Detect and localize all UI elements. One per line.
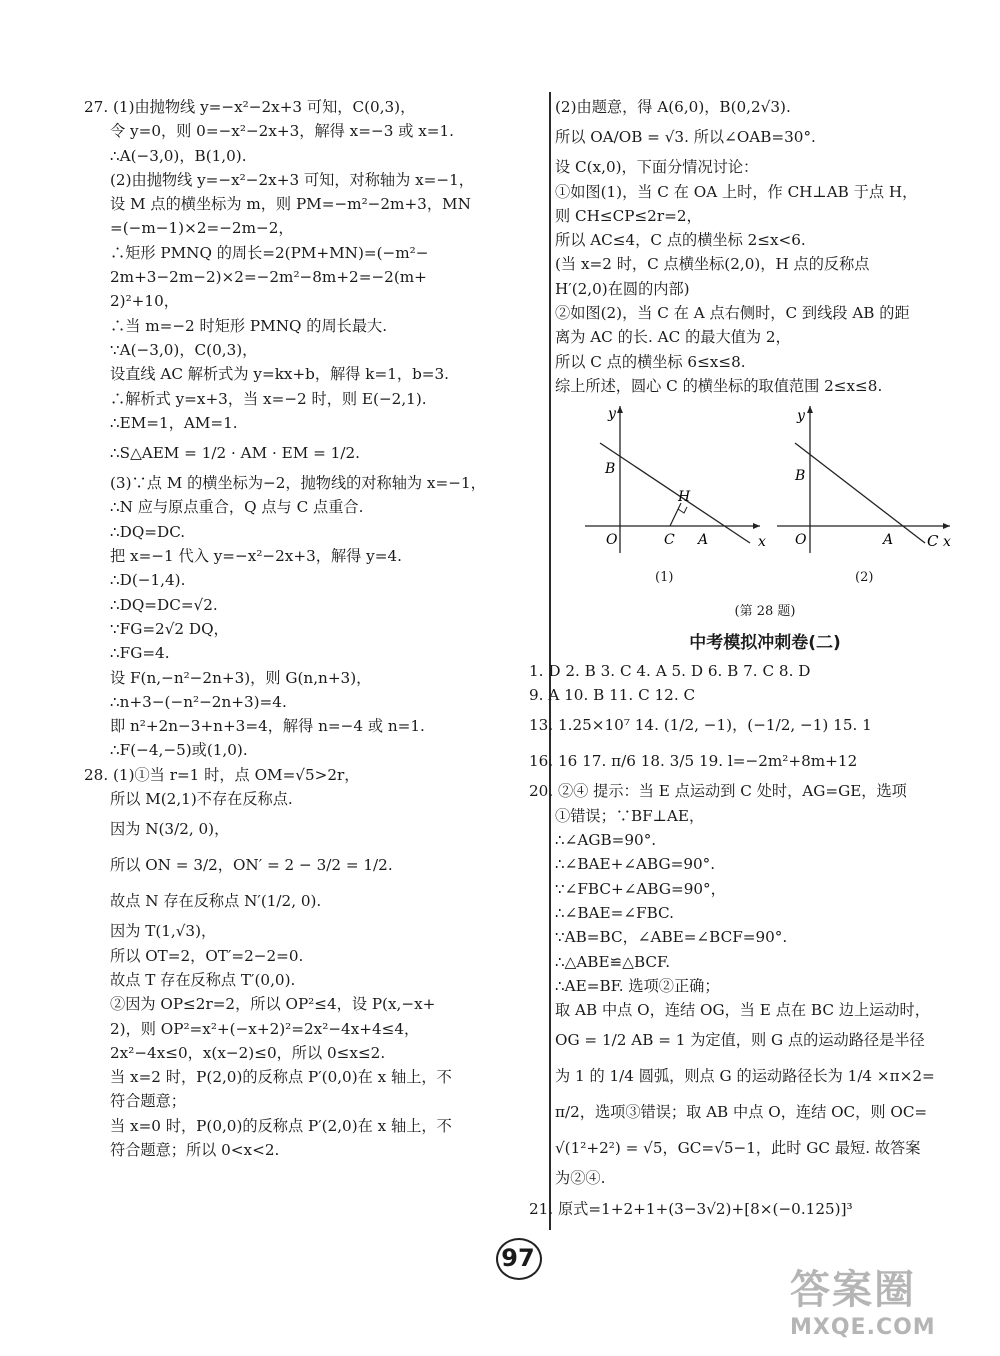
exam-2-answers [529,659,975,1227]
solution-line: ∴n+3−(−n²−2n+3)=4. [110,692,287,711]
q28-solution-line: (2)由题意，得 A(6,0)，B(0,2√3). [555,98,791,116]
answer-line: ∴∠BAE=∠FBC. [555,903,674,922]
page-number-text: 97 [501,1244,535,1272]
answer-line: π/2，选项③错误；取 AB 中点 O，连结 OC，则 OC= [555,1103,928,1122]
solution-line: 27. (1)由抛物线 y=−x²−2x+3 可知，C(0,3)， [84,98,416,116]
page-number [478,1238,558,1278]
solution-line: 符合题意； [110,1092,186,1111]
answer-line: ∵AB=BC，∠ABE=∠BCF=90°. [555,928,788,947]
solution-line: 设 M 点的横坐标为 m，则 PM=−m²−2m+3，MN [110,195,471,214]
solution-line: ②因为 OP≤2r=2，所以 OP²≤4，设 P(x,−x+ [110,995,436,1014]
solution-line: ∴A(−3,0)，B(1,0). [110,146,247,165]
right-column [529,95,975,1227]
solution-line: ∴N 应与原点重合，Q 点与 C 点重合. [110,498,364,517]
solution-line: 故点 N 存在反称点 N′(1/2, 0). [110,892,322,911]
solution-line: ∵A(−3,0)，C(0,3)， [110,340,258,359]
solution-line: 即 n²+2n−3+n+3=4，解得 n=−4 或 n=1. [110,717,425,736]
q28-solution-line: 综上所述，圆心 C 的横坐标的取值范围 2≤x≤8. [555,376,883,395]
q28-solution-line: 则 CH≤CP≤2r=2， [555,206,702,225]
solution-line: 当 x=2 时，P(2,0)的反称点 P′(0,0)在 x 轴上，不 [110,1068,452,1087]
solution-line: 因为 T(1,√3)， [110,922,217,941]
q28-solution-line: 所以 AC≤4，C 点的横坐标 2≤x<6. [555,231,806,250]
solution-line: ∴当 m=−2 时矩形 PMNQ 的周长最大. [110,316,388,335]
answer-line: √(1²+2²) = √5，GC=√5−1，此时 GC 最短. 故答案 [555,1139,921,1158]
answer-line: 1. D 2. B 3. C 4. A 5. D 6. B 7. C 8. D [529,661,811,680]
fig1-label-C: C [664,532,675,549]
q28-solution-line: (当 x=2 时，C 点横坐标(2,0)，H 点的反称点 [555,255,870,274]
watermark [790,1258,990,1348]
q28-figures [555,398,975,598]
answer-line: ∴∠AGB=90°. [555,831,657,850]
solution-line: 符合题意；所以 0<x<2. [110,1140,280,1159]
answer-line: OG = 1/2 AB = 1 为定值，则 G 点的运动路径是半径 [555,1031,925,1050]
solution-line: 故点 T 存在反称点 T′(0,0). [110,970,296,989]
solution-line: 2)²+10， [110,292,179,311]
q28-solution-line: 所以 C 点的横坐标 6≤x≤8. [555,352,746,371]
answer-line: 取 AB 中点 O，连结 OG，当 E 点在 BC 边上运动时， [555,1001,930,1020]
answer-line: ∴∠BAE+∠ABG=90°. [555,855,716,874]
fig1-label-A: A [698,532,709,549]
solution-line: 当 x=0 时，P(0,0)的反称点 P′(2,0)在 x 轴上，不 [110,1116,452,1135]
solution-line: ∴D(−1,4). [110,571,186,590]
answer-line: ∴AE=BF. 选项②正确； [555,976,720,995]
left-column [84,95,540,1162]
solution-line: =(−m−1)×2=−2m−2， [110,219,294,238]
q28-solution-line: ①如图(1)，当 C 在 OA 上时，作 CH⊥AB 于点 H， [555,182,918,201]
solution-line: 所以 M(2,1)不存在反称点. [110,790,293,809]
page-number-badge [496,1238,542,1280]
solution-line: ∵FG=2√2 DQ， [110,619,229,638]
fig2-label-A: A [883,532,894,549]
q28-solution-line: 离为 AC 的长. AC 的最大值为 2， [555,328,791,347]
solution-line: ∴矩形 PMNQ 的周长=2(PM+MN)=(−m²− [110,243,429,262]
answer-line: 为②④. [555,1169,606,1188]
solution-line: 设直线 AC 解析式为 y=kx+b，解得 k=1，b=3. [110,365,450,384]
answer-line: ∵∠FBC+∠ABG=90°， [555,879,726,898]
solution-line: 所以 ON = 3/2，ON′ = 2 − 3/2 = 1/2. [110,856,393,875]
fig2-label-B: B [795,468,806,485]
solution-line: ∴DQ=DC. [110,522,186,541]
solution-line: 因为 N(3/2, 0)， [110,820,230,839]
fig2-label-y: y [797,408,805,425]
solution-line: 令 y=0，则 0=−x²−2x+3，解得 x=−3 或 x=1. [110,122,454,141]
fig1-label-H: H [678,489,691,506]
fig1-label-B: B [605,461,616,478]
answer-line: 21. 原式=1+2+1+(3−3√2)+[8×(−0.125)]³ [529,1199,853,1218]
q28-solution-line: ②如图(2)，当 C 在 A 点右侧时，C 到线段 AB 的距 [555,304,910,323]
figure-1-caption: (1) [655,570,674,586]
solution-line: 2)，则 OP²=x²+(−x+2)²=2x²−4x+4≤4， [110,1019,420,1038]
fig2-label-O: O [795,532,807,549]
solution-line: (3)∵点 M 的横坐标为−2，抛物线的对称轴为 x=−1， [110,474,486,493]
watermark-url: MXQE.COM [790,1315,936,1340]
q28-part2-solution [555,95,975,398]
solution-line: 把 x=−1 代入 y=−x²−2x+3，解得 y=4. [110,547,402,566]
solution-line: 2x²−4x≤0，x(x−2)≤0，所以 0≤x≤2. [110,1043,386,1062]
q28-solution-line: 设 C(x,0)，下面分情况讨论： [555,158,759,177]
answer-line: 13. 1.25×10⁷ 14. (1/2, −1)，(−1/2, −1) 15. 1 [529,716,872,735]
solution-line: 28. (1)①当 r=1 时，点 OM=√5>2r， [84,765,360,784]
figure-2-caption: (2) [855,570,874,586]
answer-line: 16. 16 17. π/6 18. 3/5 19. l=−2m²+8m+12 [529,752,858,771]
solution-line: ∴S△AEM = 1/2 · AM · EM = 1/2. [110,444,360,463]
fig2-label-x: x [943,534,951,551]
answer-line: ①错误；∵BF⊥AE， [555,806,705,825]
solution-line: ∴FG=4. [110,644,170,663]
fig1-label-x: x [758,534,766,551]
figure-1 [580,398,765,558]
solution-line: ∴EM=1，AM=1. [110,413,238,432]
solution-line: 所以 OT=2，OT′=2−2=0. [110,946,304,965]
fig2-label-C: C [927,532,939,551]
answer-line: 9. A 10. B 11. C 12. C [529,686,696,705]
section-title: 中考模拟冲刺卷(二) [689,632,841,653]
fig1-label-y: y [608,406,616,423]
solution-line: 设 F(n,−n²−2n+3)，则 G(n,n+3)， [110,668,372,687]
q28-solution-line: 所以 OA/OB = √3. 所以∠OAB=30°. [555,128,816,147]
figure-2 [775,398,955,558]
answer-line: 20. ②④ 提示：当 E 点运动到 C 处时，AG=GE，选项 [529,782,907,801]
fig1-label-O: O [606,532,618,549]
q28-solution-line: H′(2,0)在圆的内部) [555,279,690,298]
solution-line: ∴F(−4,−5)或(1,0). [110,741,248,760]
solution-line: (2)由抛物线 y=−x²−2x+3 可知，对称轴为 x=−1， [110,170,474,189]
solution-line: ∴DQ=DC=√2. [110,595,218,614]
solution-line: 2m+3−2m−2)×2=−2m²−8m+2=−2(m+ [110,268,427,287]
solution-line: ∴解析式 y=x+3，当 x=−2 时，则 E(−2,1). [110,389,427,408]
watermark-logo-text: 答案圈 [790,1267,916,1313]
answer-line: ∴△ABE≌△BCF. [555,952,671,971]
answer-line: 为 1 的 1/4 圆弧，则点 G 的运动路径长为 1/4 ×π×2= [555,1067,935,1086]
figures-title: (第 28 题) [734,604,796,620]
